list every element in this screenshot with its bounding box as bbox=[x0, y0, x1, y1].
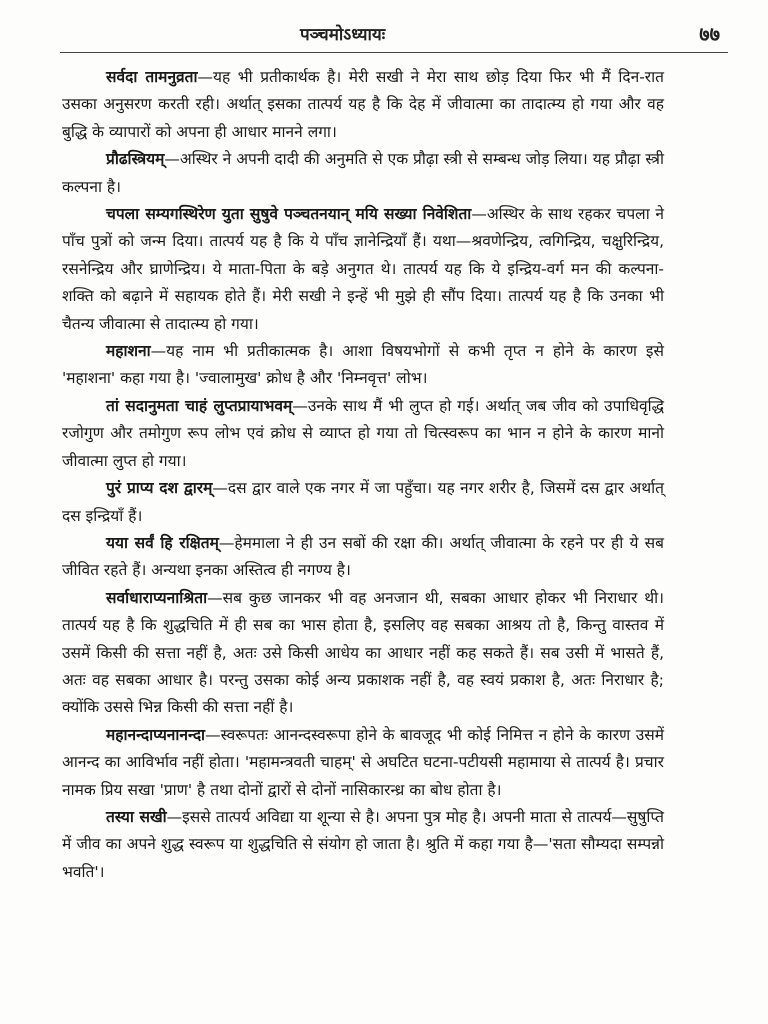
paragraph-text: —इससे तात्पर्य अविद्या या शून्या से है। अपना पुत्र मोह है। अपनी माता से तात्पर्य—सुषुप्ति में जीव का अपने शुद्ध स्वरूप या शुद्धचिति से संयोग हो जाता है। श्रुति में कहा गया है—'सता सौम्यदा सम्पन्नो भवति'। bbox=[62, 807, 664, 881]
paragraph-term: सर्वदा तामनुव्रता bbox=[106, 68, 198, 86]
paragraph-text: —सब कुछ जानकर भी वह अनजान थी, सबका आधार होकर भी निराधार थी। तात्पर्य यह है कि शुद्धचिति में ही सब का भास होता है, इसलिए वह सबका आश्रय तो है, किन्तु वास्तव में उसमें किसी की सत्ता नहीं है, अतः उसे किसी आधेय का आधार नहीं कह सकते हैं। सब उसी में भासते हैं, अतः वह सबका आधार है। परन्तु उसका कोई अन्य प्रकाशक नहीं है, वह स्वयं प्रकाश है, अतः निराधार है; क्योंकि उससे भिन्न किसी की सत्ता नहीं है। bbox=[62, 588, 664, 717]
paragraph-raksitam bbox=[62, 530, 664, 585]
paragraph-text: —यह नाम भी प्रतीकात्मक है। आशा विषयभोगों से कभी तृप्त न होने के कारण इसे 'महाशना' कहा गया है। 'ज्वालामुख' क्रोध है और 'निम्नवृत्त' लोभ। bbox=[62, 342, 664, 388]
paragraph-tasya-sakhi bbox=[62, 804, 664, 886]
paragraph-term: पुरं प्राप्य दश द्वारम् bbox=[106, 479, 213, 498]
paragraph-term: तस्या सखी bbox=[106, 807, 167, 826]
paragraph-text: —अस्थिर ने अपनी दादी की अनुमति से एक प्रौढ़ा स्त्री से सम्बन्ध जोड़ लिया। यह प्रौढ़ा स्त्री कल्पना है। bbox=[62, 150, 664, 196]
paragraph-term: यया सर्वं हि रक्षितम् bbox=[106, 533, 219, 552]
paragraph-mahananda bbox=[62, 722, 664, 804]
header-rule bbox=[60, 52, 728, 53]
paragraph-chapala bbox=[62, 201, 664, 338]
paragraph-puram-prapya bbox=[62, 475, 664, 530]
running-head: पञ्चमोऽध्यायः bbox=[300, 25, 386, 45]
paragraph-term: प्रौढस्त्रियम् bbox=[106, 150, 165, 169]
page-number: ७७ bbox=[699, 22, 720, 46]
paragraph-text: —यह भी प्रतीकार्थक है। मेरी सखी ने मेरा साथ छोड़ दिया फिर भी मैं दिन-रात उसका अनुसरण करती रही। अर्थात् इसका तात्पर्य यह है कि देह में जीवात्मा का तादात्म्य हो गया और वह बुद्धि के व्यापारों को अपना ही आधार मानने लगा। bbox=[62, 68, 664, 141]
paragraph-praudhastriyam bbox=[62, 146, 664, 201]
body-text bbox=[62, 64, 664, 886]
paragraph-text: —अस्थिर के साथ रहकर चपला ने पाँच पुत्रों को जन्म दिया। तात्पर्य यह है कि ये पाँच ज्ञानेन्द्रियाँ हैं। यथा—श्रवणेन्द्रिय, त्वगिन्द्रिय, चक्षुरिन्द्रिय, रसनेन्द्रिय और घ्राणेन्द्रिय। ये माता-पिता के बड़े अनुगत थे। तात्पर्य यह कि ये इन्द्रिय-वर्ग मन की कल्पना-शक्ति को बढ़ाने में सहायक होते हैं। मेरी सखी ने इन्हें भी मुझे ही सौंप दिया। तात्पर्य यह है कि उनका भी चैतन्य जीवात्मा से तादात्म्य हो गया। bbox=[62, 205, 664, 333]
paragraph-luptaprayabhavam bbox=[62, 393, 664, 475]
paragraph-term: महाशना bbox=[106, 342, 151, 361]
paragraph-text: —दस द्वार वाले एक नगर में जा पहुँचा। यह नगर शरीर है, जिसमें दस द्वार अर्थात् दस इन्द्रियाँ हैं। bbox=[62, 479, 664, 525]
paragraph-text: —स्वरूपतः आनन्दस्वरूपा होने के बावजूद भी कोई निमित्त न होने के कारण उसमें आनन्द का आविर्भाव नहीं होता। 'महामन्त्रवती चाहम्' से अघटित घटना-पटीयसी महामाया से तात्पर्य है। प्रचार नामक प्रिय सखा 'प्राण' है तथा दोनों द्वारों से दोनों नासिकारन्ध्र का बोध होता है। bbox=[62, 725, 664, 799]
paragraph-sarvada bbox=[62, 64, 664, 146]
paragraph-term: चपला सम्यगस्थिरेण युता सुषुवे पञ्चतनयान् मयि सख्या निवेशिता bbox=[106, 205, 472, 224]
paragraph-term: महानन्दाप्यनानन्दा bbox=[106, 725, 206, 744]
paragraph-term: सर्वाधाराप्यनाश्रिता bbox=[106, 588, 208, 607]
paragraph-term: तां सदानुमता चाहं लुप्तप्रायाभवम् bbox=[106, 396, 293, 415]
paragraph-mahashana bbox=[62, 338, 664, 393]
paragraph-sarvadhara bbox=[62, 585, 664, 722]
paragraph-text: —उनके साथ मैं भी लुप्त हो गई। अर्थात् जब जीव को उपाधिवृद्धि रजोगुण और तमोगुण रूप लोभ एवं क्रोध से व्याप्त हो गया तो चित्स्वरूप का भान न होने के कारण मानो जीवात्मा लुप्त हो गया। bbox=[62, 396, 665, 470]
paragraph-text: —हेममाला ने ही उन सबों की रक्षा की। अर्थात् जीवात्मा के रहने पर ही ये सब जीवित रहते हैं। अन्यथा इनका अस्तित्व ही नगण्य है। bbox=[62, 533, 664, 580]
